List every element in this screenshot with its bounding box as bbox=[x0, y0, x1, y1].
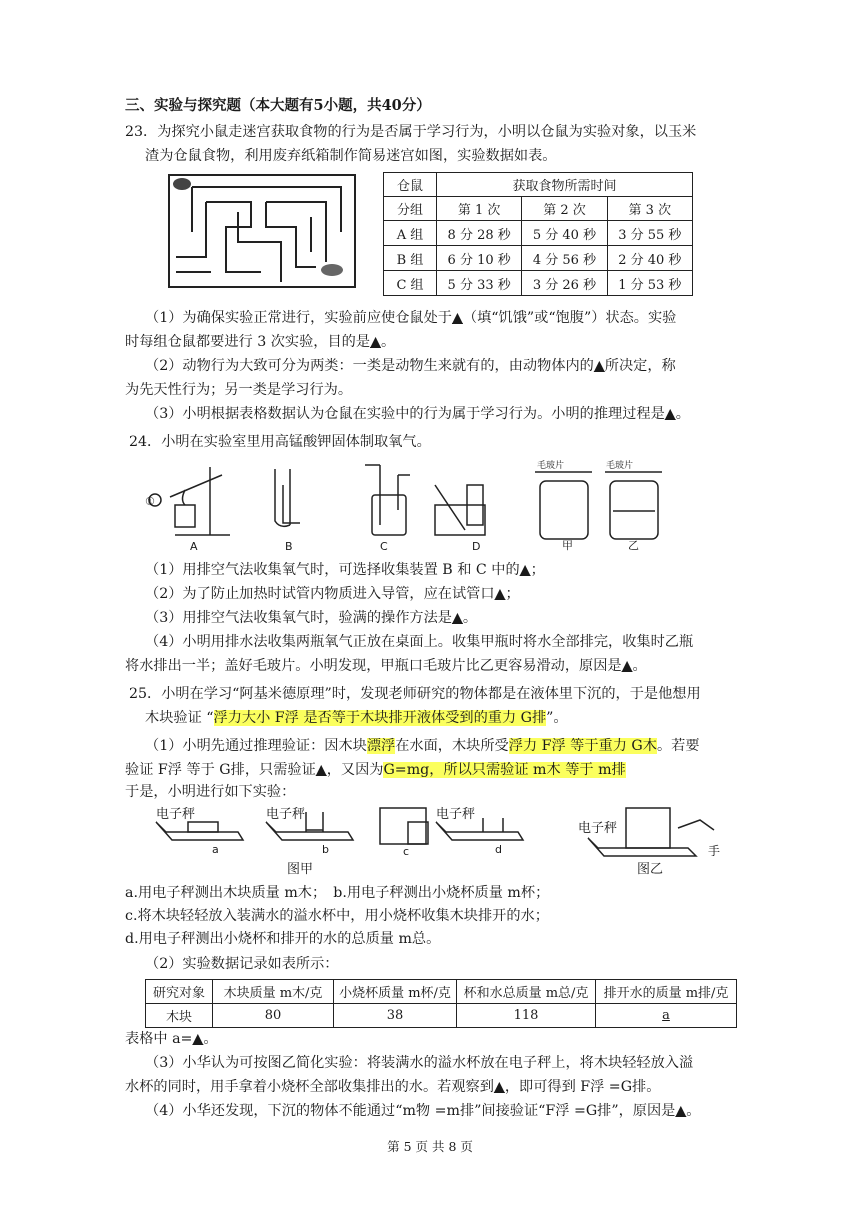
q23-stem-2: 渣为仓鼠食物，利用废弃纸箱制作简易迷宫如图，实验数据如表。 bbox=[145, 148, 557, 164]
table-cell: 80 bbox=[213, 1004, 334, 1028]
glass-label: 毛玻片 bbox=[537, 461, 565, 471]
table-row bbox=[384, 271, 693, 296]
q25-stem-2: 木块验证 “浮力大小 F浮 是否等于木块排开液体受到的重力 G排”。 bbox=[145, 710, 568, 726]
q25-part3: （3）小华认为可按图乙简化实验：将装满水的溢水杯放在电子秤上，将木块轻轻放入溢 bbox=[145, 1055, 694, 1071]
food-icon bbox=[321, 264, 343, 276]
fig-sub-b: b bbox=[322, 843, 329, 856]
q23-part3: （3）小明根据表格数据认为仓鼠在实验中的行为属于学习行为。小明的推理过程是▲。 bbox=[145, 406, 690, 422]
table-header: 第 1 次 bbox=[437, 197, 522, 221]
q25-step-d: d.用电子秤测出小烧杯和排开的水的总质量 m总。 bbox=[125, 931, 441, 947]
fig-sub-c: c bbox=[403, 845, 410, 858]
scale-label: 电子秤 bbox=[156, 807, 196, 822]
hamster-icon bbox=[173, 178, 191, 190]
q24-part4-cont: 将水排出一半；盖好毛玻片。小明发现，甲瓶口毛玻片比乙更容易滑动，原因是▲。 bbox=[125, 658, 647, 674]
hand-label: 手 bbox=[708, 844, 721, 858]
q25-stem-1: 25．小明在学习“阿基米德原理”时，发现老师研究的物体都是在液体里下沉的，于是他想用 bbox=[129, 686, 701, 702]
table-row bbox=[384, 221, 693, 246]
table-header: 小烧杯质量 m杯/克 bbox=[334, 980, 457, 1004]
fig-caption-jia: 图甲 bbox=[287, 862, 314, 877]
q23-part2: （2）动物行为大致可分为两类：一类是动物生来就有的，由动物体内的▲所决定，称 bbox=[145, 358, 676, 374]
section-title: 三、实验与探究题（本大题有5小题，共40分） bbox=[125, 97, 431, 114]
glass-label: 毛玻片 bbox=[606, 461, 634, 471]
table-header: 第 2 次 bbox=[522, 197, 607, 221]
q23-part1: （1）为确保实验正常进行，实验前应使仓鼠处于▲（填“饥饿”或“饱腹”）状态。实验 bbox=[145, 310, 677, 326]
scale-label: 电子秤 bbox=[266, 807, 306, 822]
q25-part3-cont: 水杯的同时，用手拿着小烧杯全部收集排出的水。若观察到▲，即可得到 F浮 =G排。 bbox=[125, 1079, 661, 1095]
q23-table bbox=[383, 172, 693, 296]
label-A: A bbox=[190, 540, 198, 553]
q23-stem-1: 23．为探究小鼠走迷宫获取食物的行为是否属于学习行为，小明以仓鼠为实验对象，以玉米 bbox=[125, 124, 697, 140]
q25-part2: （2）实验数据记录如表所示： bbox=[145, 956, 339, 972]
label-B: B bbox=[285, 540, 293, 553]
q24-apparatus-figure bbox=[140, 455, 680, 553]
label-C: C bbox=[380, 540, 388, 553]
table-header: 仓鼠 bbox=[384, 173, 437, 197]
table-cell: 3 分 55 秒 bbox=[607, 221, 692, 246]
q25-table-note: 表格中 a=▲。 bbox=[125, 1031, 218, 1047]
fig-sub-a: a bbox=[212, 843, 219, 856]
q25-part1-cont: 验证 F浮 等于 G排，只需验证▲，又因为G=mg，所以只需验证 m木 等于 m排 bbox=[125, 762, 626, 778]
table-cell: 8 分 28 秒 bbox=[437, 221, 522, 246]
table-cell: 4 分 56 秒 bbox=[522, 246, 607, 271]
q25-step-c: c.将木块轻轻放入装满水的溢水杯中，用小烧杯收集木块排开的水； bbox=[125, 908, 549, 924]
q24-part2: （2）为了防止加热时试管内物质进入导管，应在试管口▲； bbox=[145, 586, 520, 602]
table-cell: 5 分 40 秒 bbox=[522, 221, 607, 246]
table-cell: C 组 bbox=[384, 271, 437, 296]
table-cell: 38 bbox=[334, 1004, 457, 1028]
table-header: 获取食物所需时间 bbox=[437, 173, 693, 197]
table-row bbox=[146, 1004, 737, 1028]
label-D: D bbox=[472, 540, 481, 553]
table-cell: 6 分 10 秒 bbox=[437, 246, 522, 271]
scale-label: 电子秤 bbox=[578, 821, 618, 836]
table-cell: 5 分 33 秒 bbox=[437, 271, 522, 296]
q24-part1: （1）用排空气法收集氧气时，可选择收集装置 B 和 C 中的▲； bbox=[145, 562, 545, 578]
q23-part1-cont: 时每组仓鼠都要进行 3 次实验，目的是▲。 bbox=[125, 334, 396, 350]
q25-step-ab: a.用电子秤测出木块质量 m木； b.用电子秤测出小烧杯质量 m杯； bbox=[125, 885, 550, 901]
label-circle-1: ① bbox=[145, 495, 155, 508]
q25-part1: （1）小明先通过推理验证：因木块漂浮在水面，木块所受浮力 F浮 等于重力 G木。若要 bbox=[145, 738, 700, 754]
label-yi: 乙 bbox=[628, 539, 639, 552]
table-cell: 3 分 26 秒 bbox=[522, 271, 607, 296]
q23-part2-cont: 为先天性行为；另一类是学习行为。 bbox=[125, 382, 353, 398]
table-header: 木块质量 m木/克 bbox=[213, 980, 334, 1004]
page-footer: 第 5 页 共 8 页 bbox=[387, 1139, 473, 1154]
table-header: 排开水的质量 m排/克 bbox=[596, 980, 737, 1004]
table-header: 第 3 次 bbox=[607, 197, 692, 221]
fig-caption-yi: 图乙 bbox=[637, 862, 664, 877]
table-cell: 2 分 40 秒 bbox=[607, 246, 692, 271]
table-cell: 木块 bbox=[146, 1004, 213, 1028]
maze-figure bbox=[166, 172, 358, 290]
table-header: 研究对象 bbox=[146, 980, 213, 1004]
q25-part1-cont2: 于是，小明进行如下实验： bbox=[125, 784, 296, 800]
table-header: 杯和水总质量 m总/克 bbox=[457, 980, 596, 1004]
table-cell: a bbox=[596, 1004, 737, 1028]
q25-table bbox=[145, 979, 737, 1028]
scale-label: 电子秤 bbox=[436, 807, 476, 822]
q24-stem: 24．小明在实验室里用高锰酸钾固体制取氧气。 bbox=[129, 434, 431, 450]
table-cell: A 组 bbox=[384, 221, 437, 246]
table-cell: 1 分 53 秒 bbox=[607, 271, 692, 296]
q24-part3: （3）用排空气法收集氧气时，验满的操作方法是▲。 bbox=[145, 610, 478, 626]
table-cell: B 组 bbox=[384, 246, 437, 271]
q24-part4: （4）小明用排水法收集两瓶氧气正放在桌面上。收集甲瓶时将水全部排完，收集时乙瓶 bbox=[145, 634, 694, 650]
table-row bbox=[384, 246, 693, 271]
label-jia: 甲 bbox=[562, 539, 573, 552]
table-header: 分组 bbox=[384, 197, 437, 221]
q25-part4: （4）小华还发现，下沉的物体不能通过“m物 =m排”间接验证“F浮 =G排”，原因是▲。 bbox=[145, 1103, 701, 1119]
table-cell: 118 bbox=[457, 1004, 596, 1028]
fig-sub-d: d bbox=[495, 843, 502, 856]
